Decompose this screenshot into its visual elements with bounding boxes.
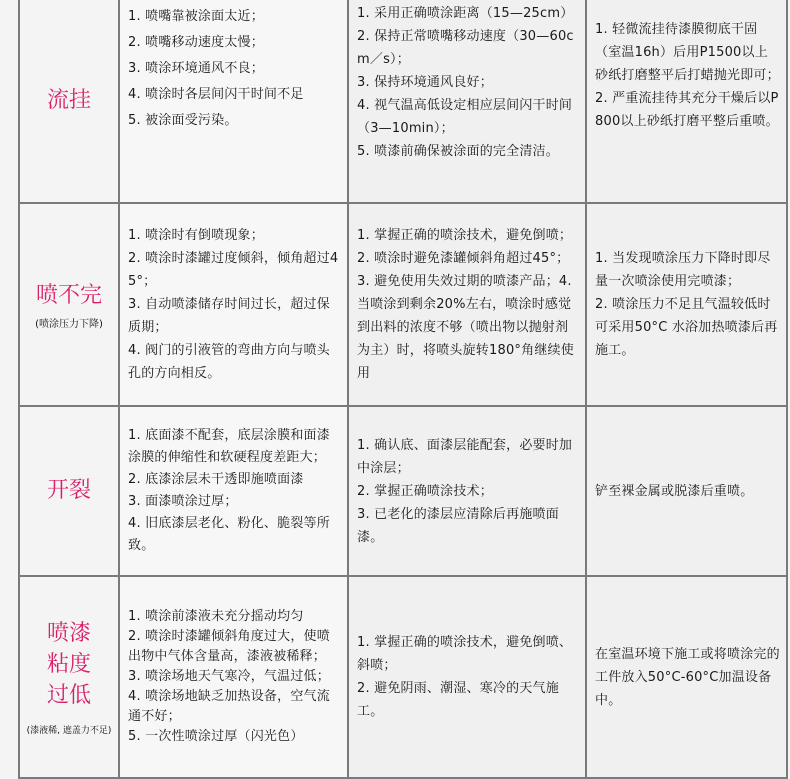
prevention-text: 1. 采用正确喷涂距离（15—25cm）2. 保持正常喷嘴移动速度（30—60cm／s）； 3. 保持环境通风良好； 4. 视气温高低设定相应层间闪干时间（3—10min）； 5. 喷漆前确保被涂面的完全清洁。 xyxy=(357,6,574,159)
remedy-text: 铲至裸金属或脱漆后重喷。 xyxy=(595,483,754,499)
causes-text: 1. 喷涂前漆液未充分摇动均匀 2. 喷涂时漆罐倾斜角度过大，使喷出物中气体含量高，漆液被稀释； 3. 喷涂场地天气寒冷，气温过低； 4. 喷涂场地缺乏加热设备，空气流通不好； 5. 一次性喷涂过厚（闪光色） xyxy=(128,609,330,744)
prevention-text: 1. 确认底、面漆层能配套，必要时加中涂层； 2. 掌握正确喷涂技术； 3. 已老化的漆层应清除后再施喷面漆。 xyxy=(357,437,573,545)
defect-note: (喷涂压力下降) xyxy=(35,318,103,330)
causes-text: 1. 底面漆不配套，底层涂膜和面漆涂膜的伸缩性和软硬程度差距大； 2. 底漆涂层未干透即施喷面漆 3. 面漆喷涂过厚； 4. 旧底漆层老化、粉化、脆裂等所致。 xyxy=(128,428,330,553)
causes-cell-1 xyxy=(120,0,349,204)
prevention-cell-1 xyxy=(349,0,587,204)
prevention-cell-2 xyxy=(349,204,587,407)
prevention-cell-3 xyxy=(349,407,587,577)
causes-text: 1. 喷涂时有倒喷现象； 2. 喷涂时漆罐过度倾斜，倾角超过45°； 3. 自动喷漆储存时间过长，超过保质期； 4. 阀门的引液管的弯曲方向与喷头孔的方向相反。 xyxy=(128,228,339,381)
defect-name: 流挂 xyxy=(46,88,91,113)
defect-label-1 xyxy=(20,0,120,204)
remedy-text: 在室温环境下施工或将喷涂完的工件放入50°C-60°C加温设备中。 xyxy=(595,646,780,708)
defect-note: (漆液稀, 遮盖力不足) xyxy=(26,726,112,736)
prevention-text: 1. 掌握正确的喷涂技术，避免倒喷；2. 喷涂时避免漆罐倾斜角超过45°；3. 避免使用失效过期的喷漆产品；4. 当喷涂到剩余20%左右，喷涂时感觉到出料的浓度不够（喷出物以抛射剂为主）时，将喷头旋转180°角继续使用 xyxy=(357,228,577,381)
prevention-text: 1. 掌握正确的喷涂技术，避免倒喷、斜喷； 2. 避免阴雨、潮湿、寒冷的天气施工。 xyxy=(357,635,573,719)
remedy-text: 1. 轻微流挂待漆膜彻底干固（室温16h）后用P1500以上砂纸打磨整平后打蜡抛光即可； 2. 严重流挂待其充分干燥后以P800以上砂纸打磨平整后重喷。 xyxy=(595,22,780,129)
defect-label-3 xyxy=(20,407,120,577)
remedy-cell-4 xyxy=(587,577,788,779)
remedy-cell-1 xyxy=(587,0,788,204)
causes-cell-3 xyxy=(120,407,349,577)
remedy-cell-2 xyxy=(587,204,788,407)
defect-label-2 xyxy=(20,204,120,407)
prevention-cell-4 xyxy=(349,577,587,779)
remedy-cell-3 xyxy=(587,407,788,577)
defect-name: 开裂 xyxy=(46,478,91,503)
remedy-text: 1. 当发现喷涂压力下降时即尽量一次喷涂使用完喷漆； 2. 喷涂压力不足且气温较低时可采用50°C 水浴加热喷漆后再施工。 xyxy=(595,251,778,358)
defect-table xyxy=(18,0,788,779)
defect-label-4 xyxy=(20,577,120,779)
causes-cell-4 xyxy=(120,577,349,779)
causes-text: 1. 喷嘴靠被涂面太近； 2. 喷嘴移动速度太慢； 3. 喷涂环境通风不良； 4. 喷涂时各层间闪干时间不足 5. 被涂面受污染。 xyxy=(128,9,304,128)
defect-name: 喷不完 xyxy=(35,282,102,308)
causes-cell-2 xyxy=(120,204,349,407)
defect-name: 喷漆粘度过低 xyxy=(46,621,91,708)
